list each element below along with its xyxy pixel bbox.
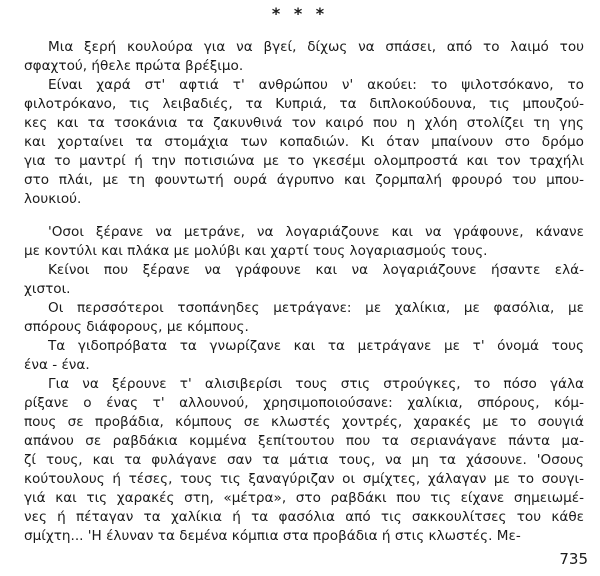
paragraph [24,223,584,261]
text-line: ένα - ένα. [24,357,90,373]
text-line: Τα γιδοπρόβατα τα γνωρίζανε και τα μετράγανε με τ' όνομά τους [48,338,584,354]
paragraph [24,299,584,337]
text-line: πους σε προβάδια, κόμπους σε κλωστές χοντρές, χαρακές με το σουγιά [24,414,584,430]
body-text [24,38,584,546]
text-line: γιά και τις χαρακές στη, «μέτρα», στο ραβδάκι που τις είχανε σημειωμέ- [24,490,584,506]
text-line: στο πλάι, με τη φουντωτή ουρά άγρυπνο και ζορμπαλή φρουρό του μπου- [24,172,584,188]
paragraph [24,38,584,76]
text-line: σφαχτού, ήθελε πρώτα βρέξιμο. [24,58,244,74]
text-line: Μια ξερή κουλούρα για να βγεί, δίχως να σπάσει, από το λαιμό του [48,39,584,55]
text-line: κούτουλους ή τέσες, τους τις ξαναγύριζαν οι σμίχτες, χάλαγαν με το σουγι- [24,471,584,487]
text-line: κες και τα τσοκάνια τα ζακυνθινά τον καιρό που η χλόη στολίζει τη γης [24,115,584,131]
paragraph [24,375,584,546]
text-line: σμίχτη... 'Η έλυναν τα δεμένα κόμπια στα προβάδια ή στις κλωστές. Με- [24,528,521,544]
text-line: απάνου σε ραβδάκια κομμένα ξεπίτουτου που τα σεριανάγανε πάντα μα- [24,433,584,449]
text-line: Είναι χαρά στ' αφτιά τ' ανθρώπου ν' ακούει: το ψιλοτσόκανο, το [48,77,584,93]
text-line: με κοντύλι και πλάκα με μολύβι και χαρτί τους λογαριασμούς τους. [24,243,488,259]
page-number: 735 [559,550,588,568]
text-line: Για να ξέρουνε τ' αλισιβερίσι τους στις στρούγκες, το πόσο γάλα [48,376,584,392]
text-line: λουκιού. [24,191,82,207]
text-line: νες ή πέταγαν τα χαλίκια ή τα φασόλια από τις σακκουλίτσες του κάθε [24,509,584,525]
text-line: Οι περσσότεροι τσοπάνηδες μετράγανε: με χαλίκια, με φασόλια, με [48,300,584,316]
text-line: για το μαντρί ή την ποτισιώνα με το γκεσέμι ολομπροστά και τον τραχήλι [24,153,584,169]
text-line: 'Οσοι ξέρανε να μετράνε, να λογαριάζουνε και να γράφουνε, κάνανε [48,224,584,240]
paragraph [24,261,584,299]
text-line: ρίξανε ο ένας τ' αλλουνού, χρησιμοποιούσανε: χαλίκια, σπόρους, κόμ- [24,395,584,411]
paragraph [24,76,584,209]
text-line: φιλοτρόκανο, τις λειβαδιές, τα Κυπριά, τα διπλοκούδουνα, τις μπουζού- [24,96,584,112]
text-line: σπόρους διάφορους, με κόμπους. [24,319,249,335]
text-line: και χορταίνει τα στομάχια των κοπαδιών. Κι όταν μπαίνουν στο δρόμο [24,134,584,150]
text-line: ζί τους, και τα φυλάγανε σαν τα μάτια τους, να μη τα χάσουνε. 'Οσους [24,452,584,468]
section-ornament: * * * [271,4,329,23]
text-line: Κείνοι που ξέρανε να γράφουνε και να λογαριάζουνε ήσαντε ελά- [48,262,584,278]
paragraph [24,337,584,375]
text-line: χιστοι. [24,281,71,297]
